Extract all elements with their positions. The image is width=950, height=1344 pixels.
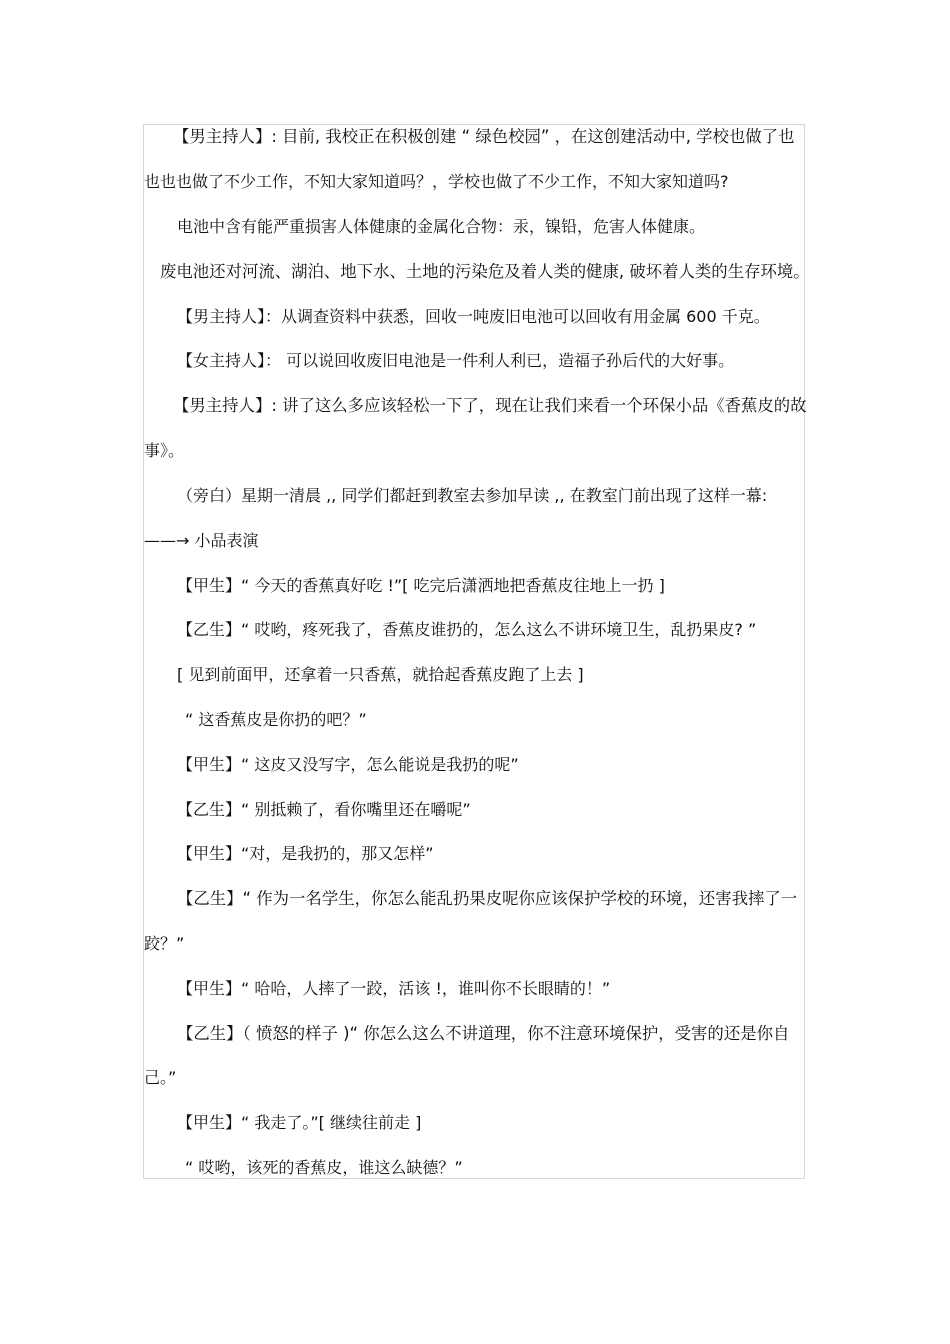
text-line: 【男主持人】: 目前, 我校正在积极创建 “ 绿色校园” ，在这创建活动中, 学校也做了也 xyxy=(173,127,795,146)
text-line: “ 这香蕉皮是你扔的吧？” xyxy=(185,710,367,729)
text-line: 【乙生】“ 哎哟，疼死我了，香蕉皮谁扔的，怎么这么不讲环境卫生，乱扔果皮? ” xyxy=(177,620,757,639)
text-line: 【甲生】“ 这皮又没写字，怎么能说是我扔的呢” xyxy=(177,755,519,774)
text-line: 事》。 xyxy=(144,441,185,460)
text-line: 跤？” xyxy=(144,934,185,953)
text-line: 【乙生】（ 愤怒的样子 )“ 你怎么这么不讲道理，你不注意环境保护，受害的还是你自 xyxy=(177,1024,790,1043)
text-line: 【女主持人】： 可以说回收废旧电池是一件利人利已，造福子孙后代的大好事。 xyxy=(177,351,735,370)
text-line: 废电池还对河流、湖泊、地下水、土地的污染危及着人类的健康, 破坏着人类的生存环境。 xyxy=(160,262,810,281)
text-line: 也也也做了不少工作，不知大家知道吗？，学校也做了不少工作，不知大家知道吗? xyxy=(144,172,729,191)
text-line: 己。” xyxy=(144,1068,177,1087)
text-line: 【甲生】“ 哈哈，人摔了一跤，活该 !，谁叫你不长眼睛的！” xyxy=(177,979,611,998)
text-line: 【男主持人】: 讲了这么多应该轻松一下了，现在让我们来看一个环保小品《香蕉皮的故 xyxy=(173,396,807,415)
text-line: 【甲生】“ 今天的香蕉真好吃 !”[ 吃完后潇洒地把香蕉皮往地上一扔 ] xyxy=(177,576,665,595)
text-line: ——→ 小品表演 xyxy=(144,531,259,550)
text-line: [ 见到前面甲，还拿着一只香蕉，就拾起香蕉皮跑了上去 ] xyxy=(177,665,584,684)
text-line: 【甲生】“ 我走了。”[ 继续往前走 ] xyxy=(177,1113,422,1132)
text-line: 【甲生】“对，是我扔的，那又怎样” xyxy=(177,844,434,863)
text-line: 电池中含有能严重损害人体健康的金属化合物：汞，镍铅，危害人体健康。 xyxy=(177,217,706,236)
text-line: 【乙生】“ 作为一名学生，你怎么能乱扔果皮呢你应该保护学校的环境，还害我摔了一 xyxy=(177,889,798,908)
text-line: “ 哎哟，该死的香蕉皮，谁这么缺德？” xyxy=(185,1158,463,1177)
text-line: 【乙生】“ 别抵赖了，看你嘴里还在嚼呢” xyxy=(177,800,471,819)
text-line: 【男主持人】：从调查资料中获悉，回收一吨废旧电池可以回收有用金属 600 千克。 xyxy=(177,307,770,326)
text-line: （旁白）星期一清晨 ,, 同学们都赶到教室去参加早读 ,, 在教室门前出现了这样一幕: xyxy=(177,486,768,505)
